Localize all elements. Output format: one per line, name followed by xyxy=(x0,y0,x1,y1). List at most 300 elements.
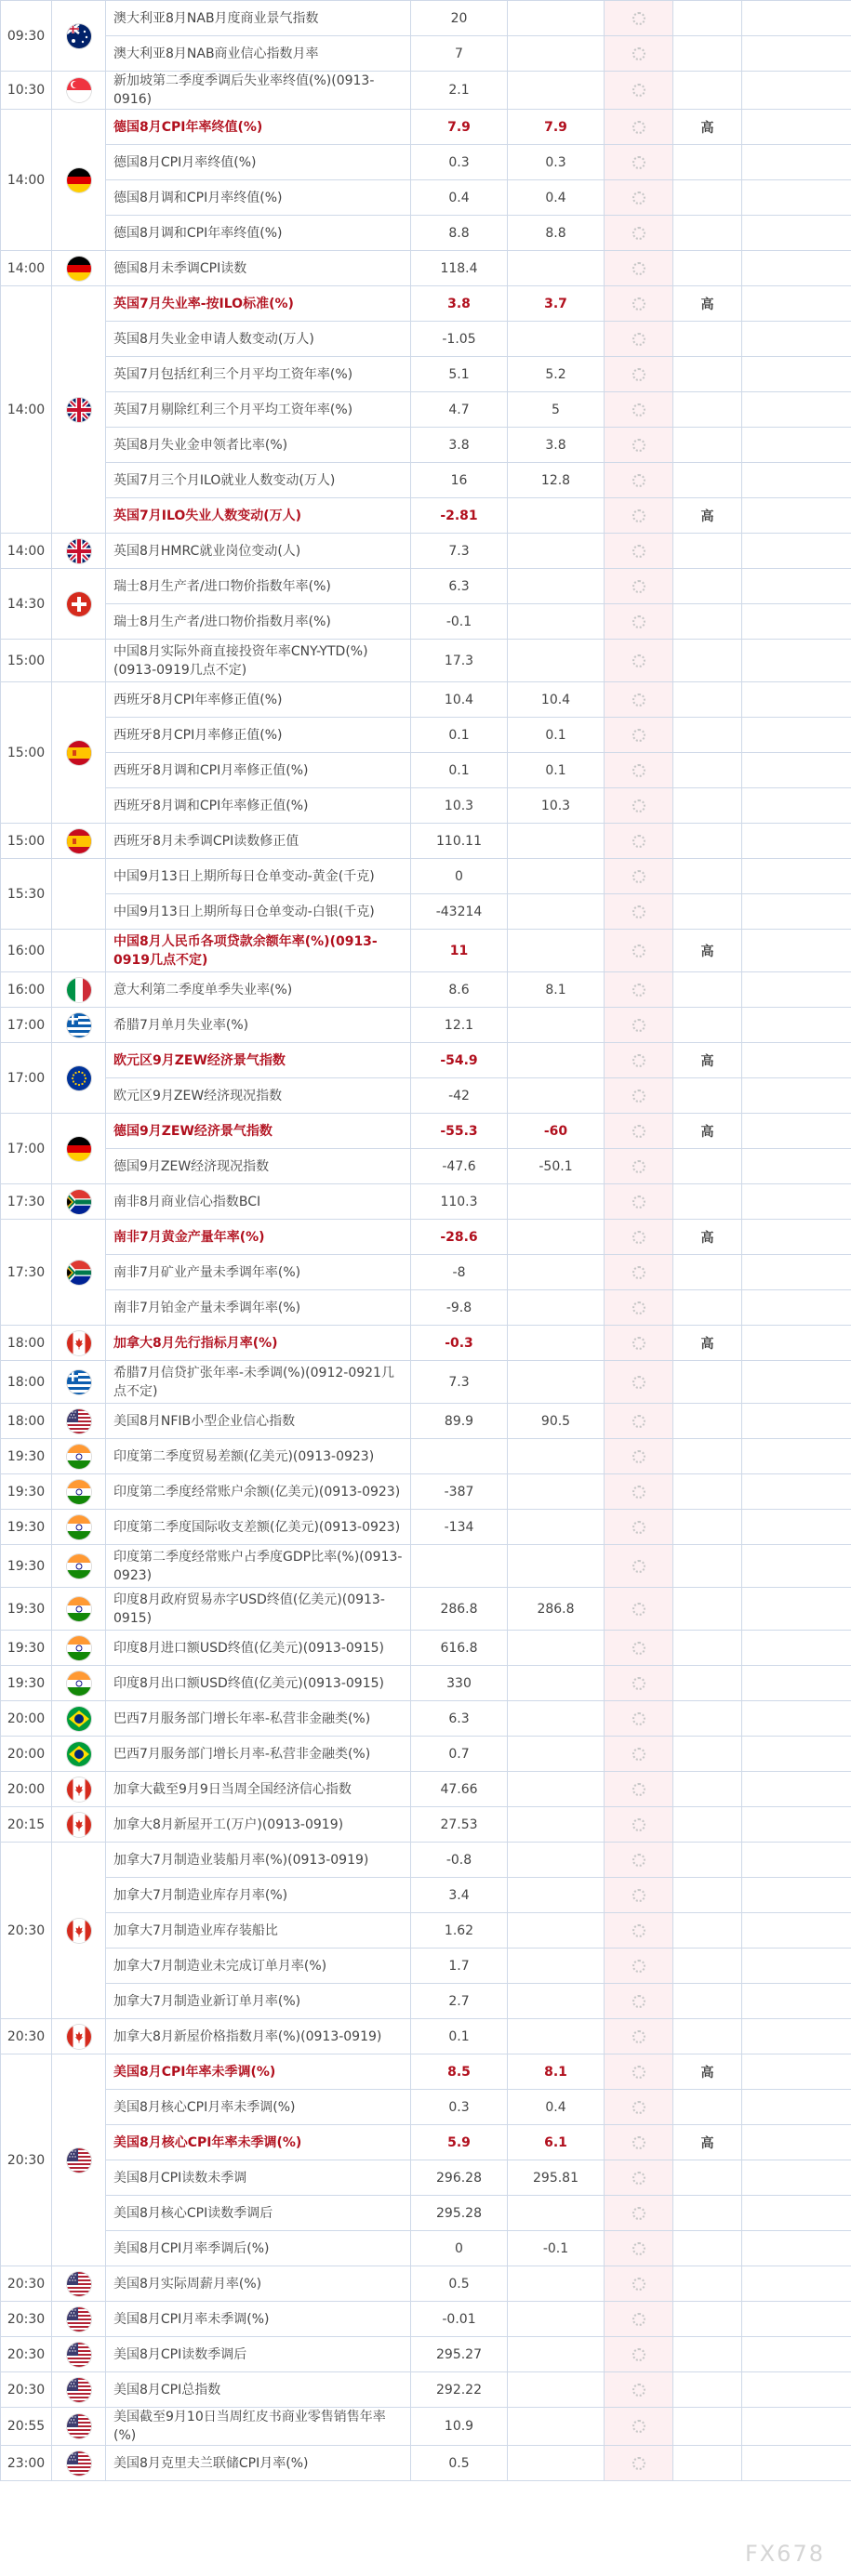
loading-spinner-icon xyxy=(632,1677,645,1690)
country-cell xyxy=(52,1545,106,1588)
calendar-row xyxy=(1,180,851,216)
extra-cell xyxy=(742,2125,851,2160)
extra-cell xyxy=(742,357,851,392)
event-time: 18:00 xyxy=(1,1404,52,1439)
calendar-row xyxy=(1,72,851,110)
extra-cell xyxy=(742,1588,851,1631)
country-cell xyxy=(52,1843,106,2019)
previous-value: 89.9 xyxy=(411,1404,508,1439)
loading-spinner-icon xyxy=(632,945,645,958)
calendar-row xyxy=(1,2408,851,2446)
importance xyxy=(673,2446,742,2481)
actual-value xyxy=(605,753,673,788)
extra-cell xyxy=(742,180,851,216)
importance xyxy=(673,2372,742,2408)
calendar-row xyxy=(1,2231,851,2266)
extra-cell xyxy=(742,1545,851,1588)
event-name: 美国8月核心CPI月率未季调(%) xyxy=(106,2090,411,2125)
event-time: 14:00 xyxy=(1,251,52,286)
extra-cell xyxy=(742,718,851,753)
loading-spinner-icon xyxy=(632,509,645,522)
loading-spinner-icon xyxy=(632,615,645,628)
actual-value xyxy=(605,569,673,604)
forecast-value: 3.7 xyxy=(508,286,605,322)
forecast-value: -60 xyxy=(508,1114,605,1149)
india-flag-icon xyxy=(67,1480,91,1504)
actual-value xyxy=(605,1631,673,1666)
event-name: 澳大利亚8月NAB月度商业景气指数 xyxy=(106,1,411,36)
importance: 高 xyxy=(673,286,742,322)
importance xyxy=(673,972,742,1008)
previous-value: 0.1 xyxy=(411,2019,508,2054)
event-time: 17:30 xyxy=(1,1184,52,1220)
actual-value xyxy=(605,36,673,72)
forecast-value xyxy=(508,1807,605,1843)
extra-cell xyxy=(742,1666,851,1701)
event-time: 19:30 xyxy=(1,1510,52,1545)
previous-value: 0.3 xyxy=(411,2090,508,2125)
importance xyxy=(673,2231,742,2266)
country-cell xyxy=(52,2446,106,2481)
previous-value: 8.8 xyxy=(411,216,508,251)
watermark: FX678 xyxy=(744,2541,825,2567)
event-name: 意大利第二季度单季失业率(%) xyxy=(106,972,411,1008)
extra-cell xyxy=(742,1,851,36)
event-name: 加拿大7月制造业库存月率(%) xyxy=(106,1878,411,1913)
loading-spinner-icon xyxy=(632,121,645,134)
importance xyxy=(673,463,742,498)
extra-cell xyxy=(742,1149,851,1184)
forecast-value xyxy=(508,1772,605,1807)
importance: 高 xyxy=(673,1114,742,1149)
calendar-row xyxy=(1,2446,851,2481)
loading-spinner-icon xyxy=(632,1924,645,1937)
forecast-value xyxy=(508,1255,605,1290)
loading-spinner-icon xyxy=(632,1266,645,1279)
event-name: 希腊7月单月失业率(%) xyxy=(106,1008,411,1043)
actual-value xyxy=(605,2019,673,2054)
previous-value: 118.4 xyxy=(411,251,508,286)
importance xyxy=(673,604,742,640)
country-cell xyxy=(52,859,106,930)
actual-value xyxy=(605,1913,673,1949)
calendar-row xyxy=(1,2054,851,2090)
country-cell xyxy=(52,534,106,569)
extra-cell xyxy=(742,428,851,463)
importance xyxy=(673,1184,742,1220)
extra-cell xyxy=(742,1701,851,1737)
forecast-value: 0.1 xyxy=(508,718,605,753)
greece-flag-icon xyxy=(67,1370,91,1394)
loading-spinner-icon xyxy=(632,580,645,593)
previous-value: 12.1 xyxy=(411,1008,508,1043)
extra-cell xyxy=(742,682,851,718)
forecast-value xyxy=(508,1184,605,1220)
actual-value xyxy=(605,145,673,180)
forecast-value: 295.81 xyxy=(508,2160,605,2196)
loading-spinner-icon xyxy=(632,984,645,997)
country-cell xyxy=(52,2408,106,2446)
forecast-value xyxy=(508,498,605,534)
importance xyxy=(673,753,742,788)
actual-value xyxy=(605,2231,673,2266)
forecast-value xyxy=(508,1290,605,1326)
country-cell xyxy=(52,2019,106,2054)
loading-spinner-icon xyxy=(632,1642,645,1655)
canada-flag-icon xyxy=(67,2025,91,2049)
actual-value xyxy=(605,1326,673,1361)
loading-spinner-icon xyxy=(632,2278,645,2291)
actual-value xyxy=(605,2054,673,2090)
extra-cell xyxy=(742,1949,851,1984)
loading-spinner-icon xyxy=(632,1960,645,1973)
event-name: 德国8月调和CPI年率终值(%) xyxy=(106,216,411,251)
previous-value: -0.8 xyxy=(411,1843,508,1878)
actual-value xyxy=(605,1772,673,1807)
importance xyxy=(673,322,742,357)
calendar-row xyxy=(1,1843,851,1878)
calendar-row xyxy=(1,36,851,72)
event-time: 16:00 xyxy=(1,972,52,1008)
forecast-value xyxy=(508,2196,605,2231)
country-cell xyxy=(52,1772,106,1807)
actual-value xyxy=(605,286,673,322)
country-cell xyxy=(52,1114,106,1184)
canada-flag-icon xyxy=(67,1919,91,1943)
event-time: 20:30 xyxy=(1,2337,52,2372)
previous-value: 3.8 xyxy=(411,428,508,463)
loading-spinner-icon xyxy=(632,2348,645,2361)
actual-value xyxy=(605,428,673,463)
actual-value xyxy=(605,1184,673,1220)
event-name: 加拿大7月制造业库存装船比 xyxy=(106,1913,411,1949)
country-cell xyxy=(52,1220,106,1326)
loading-spinner-icon xyxy=(632,1995,645,2008)
actual-value xyxy=(605,392,673,428)
extra-cell xyxy=(742,1290,851,1326)
loading-spinner-icon xyxy=(632,2384,645,2397)
loading-spinner-icon xyxy=(632,764,645,777)
extra-cell xyxy=(742,753,851,788)
calendar-row xyxy=(1,2302,851,2337)
importance xyxy=(673,2160,742,2196)
event-time: 16:00 xyxy=(1,930,52,972)
country-cell xyxy=(52,1008,106,1043)
importance xyxy=(673,2302,742,2337)
country-cell xyxy=(52,1631,106,1666)
event-name: 西班牙8月调和CPI月率修正值(%) xyxy=(106,753,411,788)
event-name: 印度第二季度经常账户余额(亿美元)(0913-0923) xyxy=(106,1474,411,1510)
importance: 高 xyxy=(673,498,742,534)
previous-value: -9.8 xyxy=(411,1290,508,1326)
event-name: 美国8月CPI读数季调后 xyxy=(106,2337,411,2372)
actual-value xyxy=(605,534,673,569)
forecast-value xyxy=(508,1008,605,1043)
event-time: 19:30 xyxy=(1,1588,52,1631)
importance xyxy=(673,216,742,251)
loading-spinner-icon xyxy=(632,403,645,416)
loading-spinner-icon xyxy=(632,2136,645,2149)
previous-value: 296.28 xyxy=(411,2160,508,2196)
previous-value: 110.11 xyxy=(411,824,508,859)
event-name: 中国9月13日上期所每日仓单变动-白银(千克) xyxy=(106,894,411,930)
actual-value xyxy=(605,972,673,1008)
calendar-row xyxy=(1,2266,851,2302)
event-time: 15:30 xyxy=(1,859,52,930)
calendar-row xyxy=(1,428,851,463)
event-name: 加拿大7月制造业装船月率(%)(0913-0919) xyxy=(106,1843,411,1878)
previous-value: 286.8 xyxy=(411,1588,508,1631)
singapore-flag-icon xyxy=(67,78,91,102)
event-time: 17:30 xyxy=(1,1220,52,1326)
australia-flag-icon xyxy=(67,24,91,48)
actual-value xyxy=(605,2196,673,2231)
country-cell xyxy=(52,2302,106,2337)
extra-cell xyxy=(742,788,851,824)
calendar-row xyxy=(1,1737,851,1772)
event-name: 巴西7月服务部门增长年率-私营非金融类(%) xyxy=(106,1701,411,1737)
italy-flag-icon xyxy=(67,978,91,1002)
extra-cell xyxy=(742,1114,851,1149)
forecast-value xyxy=(508,894,605,930)
forecast-value xyxy=(508,2019,605,2054)
previous-value: 2.1 xyxy=(411,72,508,110)
event-time: 20:15 xyxy=(1,1807,52,1843)
actual-value xyxy=(605,1474,673,1510)
actual-value xyxy=(605,2160,673,2196)
actual-value xyxy=(605,1984,673,2019)
extra-cell xyxy=(742,1220,851,1255)
event-name: 瑞士8月生产者/进口物价指数年率(%) xyxy=(106,569,411,604)
importance xyxy=(673,859,742,894)
previous-value: 1.62 xyxy=(411,1913,508,1949)
event-name: 美国8月核心CPI年率未季调(%) xyxy=(106,2125,411,2160)
loading-spinner-icon xyxy=(632,47,645,60)
previous-value: 10.3 xyxy=(411,788,508,824)
extra-cell xyxy=(742,604,851,640)
event-time: 15:00 xyxy=(1,682,52,824)
importance xyxy=(673,2266,742,2302)
india-flag-icon xyxy=(67,1671,91,1696)
event-name: 西班牙8月CPI年率修正值(%) xyxy=(106,682,411,718)
event-time: 20:00 xyxy=(1,1701,52,1737)
importance xyxy=(673,2196,742,2231)
extra-cell xyxy=(742,824,851,859)
loading-spinner-icon xyxy=(632,1196,645,1209)
actual-value xyxy=(605,1404,673,1439)
calendar-row xyxy=(1,604,851,640)
actual-value xyxy=(605,1949,673,1984)
forecast-value: 8.1 xyxy=(508,2054,605,2090)
importance xyxy=(673,1439,742,1474)
actual-value xyxy=(605,894,673,930)
actual-value xyxy=(605,216,673,251)
event-name: 英国7月ILO失业人数变动(万人) xyxy=(106,498,411,534)
country-cell xyxy=(52,682,106,824)
country-cell xyxy=(52,286,106,534)
actual-value xyxy=(605,682,673,718)
calendar-row xyxy=(1,788,851,824)
forecast-value xyxy=(508,1078,605,1114)
forecast-value: 6.1 xyxy=(508,2125,605,2160)
extra-cell xyxy=(742,972,851,1008)
forecast-value xyxy=(508,1666,605,1701)
country-cell xyxy=(52,1666,106,1701)
previous-value: 330 xyxy=(411,1666,508,1701)
extra-cell xyxy=(742,640,851,682)
event-name: 德国9月ZEW经济现况指数 xyxy=(106,1149,411,1184)
event-name: 印度第二季度国际收支差额(亿美元)(0913-0923) xyxy=(106,1510,411,1545)
previous-value: 292.22 xyxy=(411,2372,508,2408)
importance xyxy=(673,2408,742,2446)
calendar-row xyxy=(1,1439,851,1474)
extra-cell xyxy=(742,859,851,894)
actual-value xyxy=(605,2408,673,2446)
extra-cell xyxy=(742,1078,851,1114)
loading-spinner-icon xyxy=(632,2242,645,2255)
india-flag-icon xyxy=(67,1515,91,1539)
previous-value: -42 xyxy=(411,1078,508,1114)
brazil-flag-icon xyxy=(67,1707,91,1731)
actual-value xyxy=(605,2302,673,2337)
forecast-value xyxy=(508,1737,605,1772)
extra-cell xyxy=(742,498,851,534)
event-time: 19:30 xyxy=(1,1474,52,1510)
extra-cell xyxy=(742,216,851,251)
importance xyxy=(673,1,742,36)
event-name: 欧元区9月ZEW经济现况指数 xyxy=(106,1078,411,1114)
actual-value xyxy=(605,1290,673,1326)
calendar-row xyxy=(1,1631,851,1666)
previous-value: 7 xyxy=(411,36,508,72)
forecast-value xyxy=(508,604,605,640)
actual-value xyxy=(605,1149,673,1184)
actual-value xyxy=(605,498,673,534)
country-cell xyxy=(52,2266,106,2302)
forecast-value: 286.8 xyxy=(508,1588,605,1631)
previous-value: -43214 xyxy=(411,894,508,930)
event-time: 19:30 xyxy=(1,1666,52,1701)
extra-cell xyxy=(742,72,851,110)
calendar-row xyxy=(1,1078,851,1114)
us-flag-icon xyxy=(67,2272,91,2296)
previous-value: 0.5 xyxy=(411,2446,508,2481)
event-time: 15:00 xyxy=(1,640,52,682)
uk-flag-icon xyxy=(67,398,91,422)
importance xyxy=(673,36,742,72)
forecast-value: 5.2 xyxy=(508,357,605,392)
previous-value: 0.1 xyxy=(411,753,508,788)
event-name: 英国7月失业率-按ILO标准(%) xyxy=(106,286,411,322)
importance xyxy=(673,1510,742,1545)
previous-value: -54.9 xyxy=(411,1043,508,1078)
event-time: 10:30 xyxy=(1,72,52,110)
event-name: 德国8月调和CPI月率终值(%) xyxy=(106,180,411,216)
calendar-row xyxy=(1,392,851,428)
loading-spinner-icon xyxy=(632,1337,645,1350)
loading-spinner-icon xyxy=(632,799,645,812)
greece-flag-icon xyxy=(67,1013,91,1037)
forecast-value: 3.8 xyxy=(508,428,605,463)
extra-cell xyxy=(742,392,851,428)
previous-value: -0.3 xyxy=(411,1326,508,1361)
event-name: 美国8月CPI总指数 xyxy=(106,2372,411,2408)
forecast-value: 0.4 xyxy=(508,180,605,216)
event-name: 中国8月实际外商直接投资年率CNY-YTD(%)(0913-0919几点不定) xyxy=(106,640,411,682)
calendar-row xyxy=(1,463,851,498)
importance xyxy=(673,1545,742,1588)
forecast-value: -50.1 xyxy=(508,1149,605,1184)
importance xyxy=(673,357,742,392)
importance xyxy=(673,1149,742,1184)
extra-cell xyxy=(742,2266,851,2302)
actual-value xyxy=(605,463,673,498)
previous-value: 17.3 xyxy=(411,640,508,682)
us-flag-icon xyxy=(67,2148,91,2173)
loading-spinner-icon xyxy=(632,1376,645,1389)
previous-value: -47.6 xyxy=(411,1149,508,1184)
previous-value: 0 xyxy=(411,859,508,894)
event-time: 23:00 xyxy=(1,2446,52,2481)
actual-value xyxy=(605,1807,673,1843)
importance xyxy=(673,145,742,180)
calendar-row xyxy=(1,2372,851,2408)
extra-cell xyxy=(742,1984,851,2019)
loading-spinner-icon xyxy=(632,1019,645,1032)
previous-value: 3.4 xyxy=(411,1878,508,1913)
calendar-row xyxy=(1,1701,851,1737)
forecast-value xyxy=(508,1,605,36)
extra-cell xyxy=(742,2302,851,2337)
event-name: 英国7月包括红利三个月平均工资年率(%) xyxy=(106,357,411,392)
loading-spinner-icon xyxy=(632,1603,645,1616)
loading-spinner-icon xyxy=(632,2207,645,2220)
previous-value: -1.05 xyxy=(411,322,508,357)
forecast-value: 8.8 xyxy=(508,216,605,251)
event-time: 09:30 xyxy=(1,1,52,72)
forecast-value xyxy=(508,859,605,894)
actual-value xyxy=(605,2090,673,2125)
spain-flag-icon xyxy=(67,829,91,853)
actual-value xyxy=(605,1588,673,1631)
event-name: 英国8月失业金申请人数变动(万人) xyxy=(106,322,411,357)
country-cell xyxy=(52,1588,106,1631)
importance: 高 xyxy=(673,2054,742,2090)
calendar-row xyxy=(1,498,851,534)
event-name: 德国8月未季调CPI读数 xyxy=(106,251,411,286)
previous-value: 5.9 xyxy=(411,2125,508,2160)
event-name: 新加坡第二季度季调后失业率终值(%)(0913-0916) xyxy=(106,72,411,110)
extra-cell xyxy=(742,1008,851,1043)
forecast-value: 8.1 xyxy=(508,972,605,1008)
importance xyxy=(673,2337,742,2372)
loading-spinner-icon xyxy=(632,1415,645,1428)
previous-value xyxy=(411,1439,508,1474)
calendar-row xyxy=(1,1474,851,1510)
calendar-row xyxy=(1,2019,851,2054)
importance xyxy=(673,1843,742,1878)
forecast-value xyxy=(508,1701,605,1737)
loading-spinner-icon xyxy=(632,1450,645,1463)
previous-value xyxy=(411,1545,508,1588)
loading-spinner-icon xyxy=(632,12,645,25)
loading-spinner-icon xyxy=(632,439,645,452)
loading-spinner-icon xyxy=(632,654,645,667)
extra-cell xyxy=(742,1843,851,1878)
calendar-row xyxy=(1,930,851,972)
importance: 高 xyxy=(673,1326,742,1361)
extra-cell xyxy=(742,145,851,180)
